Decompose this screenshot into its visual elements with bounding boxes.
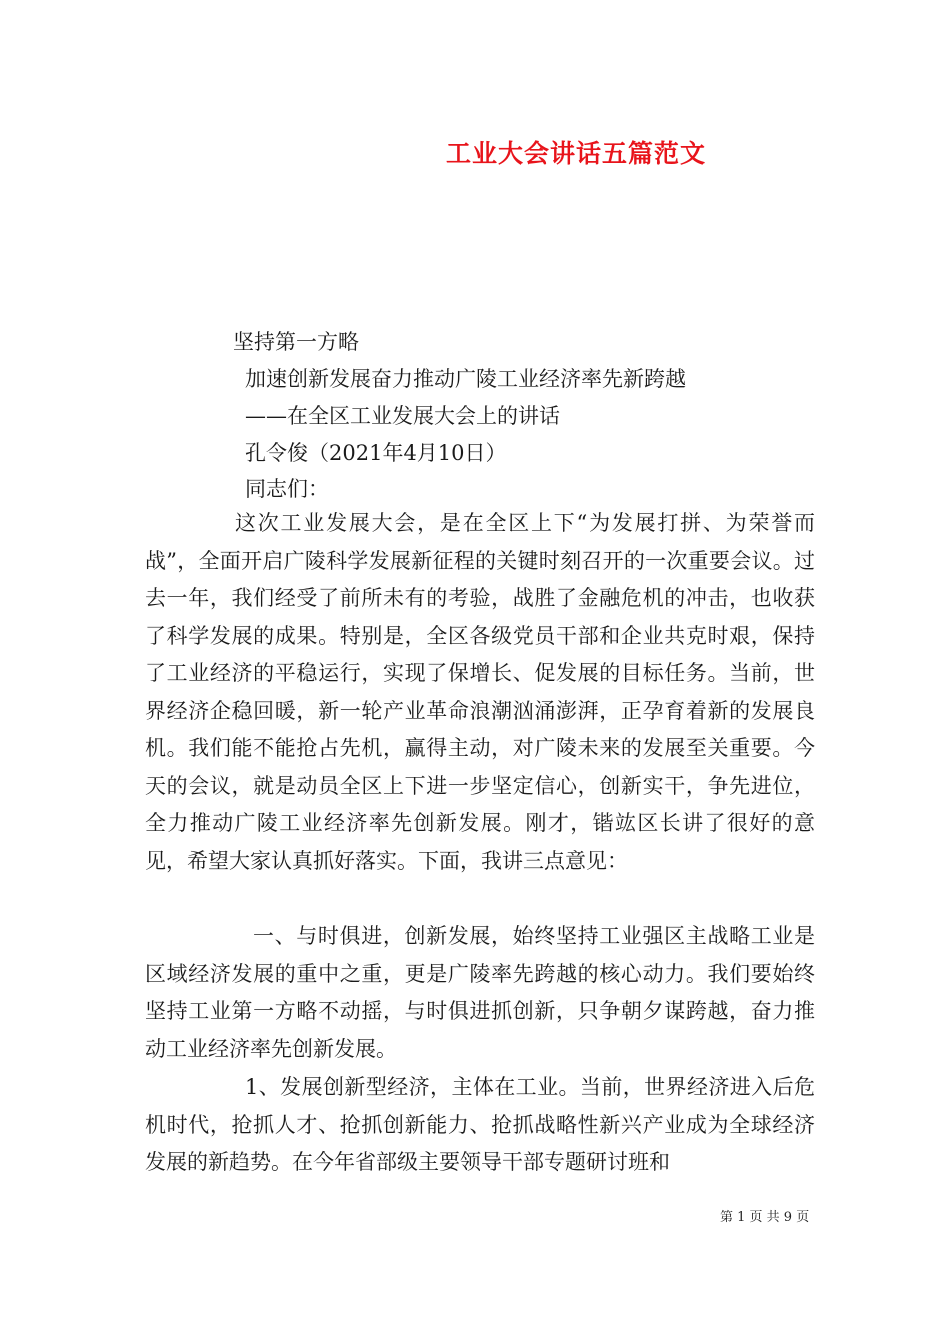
document-title: 工业大会讲话五篇范文 [446,139,707,168]
author-date: 孔令俊（2021年4月10日） [245,441,507,465]
heading-main: 加速创新发展奋力推动广陵工业经济率先新跨越 [245,367,686,391]
body-paragraph: 这次工业发展大会，是在全区上下“为发展打拼、为荣誉而战”，全面开启广陵科学发展新征程的关键时刻召开的一次重要会议。过去一年，我们经受了前所未有的考验，战胜了金融危机的冲击，也收获了科学发展的成果。特别是，全区各级党员干部和企业共克时艰，保持了工业经济的平稳运行，实现了保增长、促发展的目标任务。当前，世界经济企稳回暖，新一轮产业革命浪潮汹涌澎湃，正孕育着新的发展良机。我们能不能抢占先机，赢得主动，对广陵未来的发展至关重要。今天的会议，就是动员全区上下进一步坚定信心，创新实干，争先进位，全力推动广陵工业经济率先创新发展。刚才，锴竑区长讲了很好的意见，希望大家认真抓好落实。下面，我讲三点意见： [145,511,815,873]
heading-strategy: 坚持第一方略 [233,330,359,354]
page-indicator: 第 1 页 共 9 页 [720,1210,810,1225]
heading-sub: ——在全区工业发展大会上的讲话 [245,404,560,428]
body-paragraph: 一、与时俱进，创新发展，始终坚持工业强区主战略工业是区域经济发展的重中之重，更是广陵率先跨越的核心动力。我们要始终坚持工业第一方略不动摇，与时俱进抓创新，只争朝夕谋跨越，奋力推动工业经济率先创新发展。 [145,924,815,1061]
body-paragraph: 1、发展创新型经济，主体在工业。当前，世界经济进入后危机时代，抢抓人才、抢抓创新能力、抢抓战略性新兴产业成为全球经济发展的新趋势。在今年省部级主要领导干部专题研讨班和 [145,1075,815,1174]
salutation: 同志们： [245,477,329,501]
